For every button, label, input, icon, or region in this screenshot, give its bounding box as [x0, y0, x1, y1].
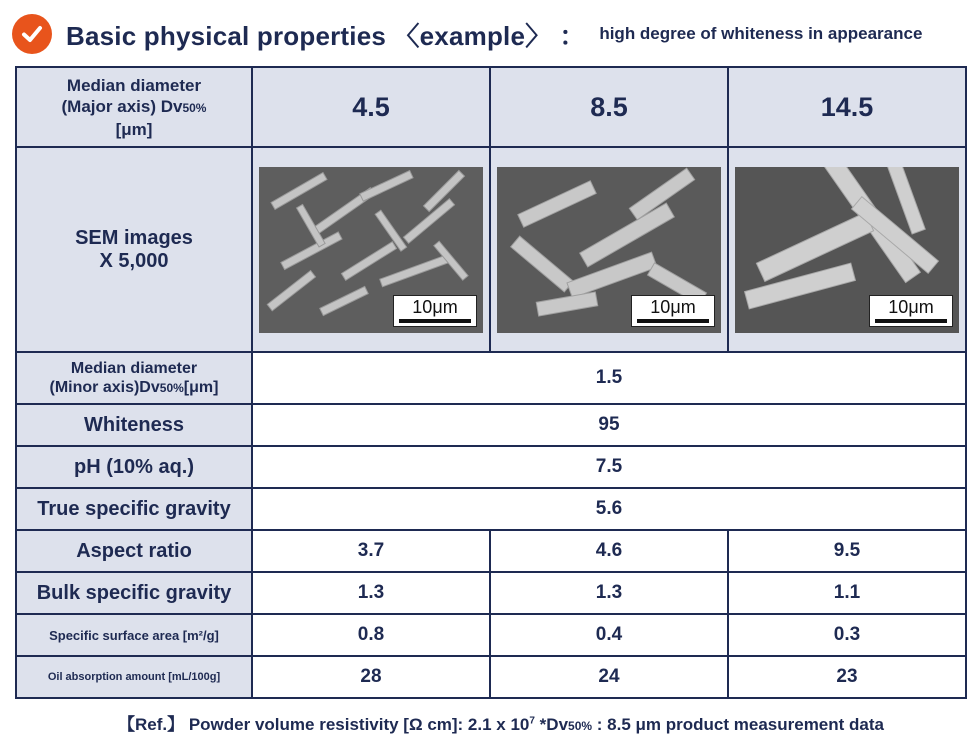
median-minor-label [16, 352, 252, 404]
footer-exponent: 7 [529, 715, 535, 727]
label-text: (Minor axis)Dv [49, 378, 160, 396]
sample-header-1: 4.5 [252, 67, 490, 147]
label-text: (Major axis) Dv [61, 96, 183, 116]
aspect-value-1: 3.7 [252, 530, 490, 572]
scale-label: 10μm [888, 296, 934, 317]
label-unit: [μm] [183, 378, 219, 396]
ssa-value-2: 0.4 [490, 614, 728, 656]
whiteness-value: 95 [252, 404, 966, 446]
footer-text: : 8.5 μm product measurement data [592, 715, 884, 734]
table-row [16, 446, 966, 488]
ssa-value-3: 0.3 [728, 614, 966, 656]
label-sub: 50% [182, 100, 207, 115]
ssa-label: Specific surface area [m²/g] [16, 614, 252, 656]
scale-bar [631, 295, 715, 327]
scale-label: 10μm [650, 296, 696, 317]
ph-label: pH (10% aq.) [16, 446, 252, 488]
true-sg-label: True specific gravity [16, 488, 252, 530]
sem-cell-3 [728, 147, 966, 352]
oil-value-1: 28 [252, 656, 490, 698]
table-row [16, 614, 966, 656]
oil-value-2: 24 [490, 656, 728, 698]
page-title: Basic physical properties 〈example〉 [66, 20, 552, 51]
scale-label: 10μm [412, 296, 458, 317]
page-subtitle: high degree of whiteness in appearance [599, 24, 923, 43]
scale-bar [393, 295, 477, 327]
oil-value-3: 23 [728, 656, 966, 698]
sem-image [735, 167, 959, 333]
table-row [16, 488, 966, 530]
page-header [12, 12, 922, 56]
table-row [16, 656, 966, 698]
aspect-value-2: 4.6 [490, 530, 728, 572]
bulk-label: Bulk specific gravity [16, 572, 252, 614]
scale-line [637, 319, 709, 323]
label-line: SEM images [75, 226, 193, 249]
check-circle-icon [12, 14, 52, 54]
whiteness-label: Whiteness [16, 404, 252, 446]
bulk-value-3: 1.1 [728, 572, 966, 614]
sem-image [259, 167, 483, 333]
scale-line [399, 319, 471, 323]
footer-text: *Dv [534, 715, 569, 734]
true-sg-value: 5.6 [252, 488, 966, 530]
table-row [16, 67, 966, 147]
table-row [16, 147, 966, 352]
label-line: [μm] [115, 119, 153, 139]
footer-text: 【Ref.】 Powder volume resistivity [Ω cm]: 2.1 x 10 [118, 715, 530, 734]
label-line [17, 378, 251, 398]
table-row [16, 572, 966, 614]
label-line: X 5,000 [99, 249, 169, 272]
sem-image [497, 167, 721, 333]
scale-line [875, 319, 947, 323]
sample-header-2: 8.5 [490, 67, 728, 147]
median-minor-value: 1.5 [252, 352, 966, 404]
aspect-value-3: 9.5 [728, 530, 966, 572]
footer-note [118, 710, 884, 735]
label-line [17, 96, 251, 119]
sem-label [16, 147, 252, 352]
table-row [16, 404, 966, 446]
bulk-value-2: 1.3 [490, 572, 728, 614]
footer-sub: 50% [568, 719, 593, 733]
ph-value: 7.5 [252, 446, 966, 488]
label-sub: 50% [159, 380, 184, 395]
sem-cell-2 [490, 147, 728, 352]
label-line: Median diameter [70, 359, 198, 377]
oil-label: Oil absorption amount [mL/100g] [16, 656, 252, 698]
sem-cell-1 [252, 147, 490, 352]
scale-bar [869, 295, 953, 327]
title-separator: ： [559, 20, 586, 51]
table-row [16, 352, 966, 404]
median-major-label [16, 67, 252, 147]
properties-table [15, 66, 967, 699]
bulk-value-1: 1.3 [252, 572, 490, 614]
aspect-label: Aspect ratio [16, 530, 252, 572]
ssa-value-1: 0.8 [252, 614, 490, 656]
label-line: Median diameter [66, 75, 202, 95]
sample-header-3: 14.5 [728, 67, 966, 147]
table-row [16, 530, 966, 572]
